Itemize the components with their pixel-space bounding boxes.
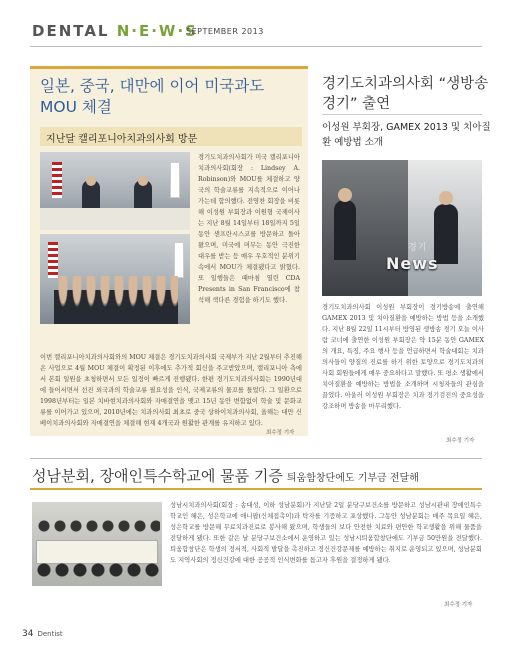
donation-group-photo: [32, 502, 162, 586]
page-footer: [22, 629, 63, 639]
article-body-text: 이번 캘리포니아치과의사회와의 MOU 체결은 경기도치과의사회 국제부가 지난 2월부터 추진해온 사업으로 4월 MOU 체결이 확정된 이후에도 추가적 회신을 주고받았으며, 캘리포니아 측에서 본회 일원을 초청하면서 모든 일정이 빠르게 진행됐다. 한편 경기도치과의사회는 1990년대에 들어서면서 선진 외국과의 학술교류 필요성을 인식, 국제교류의 물꼬를 틀었다. 그 일환으로 1998년부터는 일본 치바현치과의사회와 자매결연을 맺고 15년 동안 변함없이 학술 및 문화교류를 이어가고 있으며, 2010년에는 치과의사회 최초로 중국 상하이치과의사회, 올해는 대만 신베이치과의사회와 자매결연을 체결해 현재 4개국과 원활한 관계를 유지하고 있다.: [40, 354, 302, 427]
bottom-article-title: 성남분회, 장애인특수학교에 물품 기증 틔움함창단에도 기부금 전달해: [32, 467, 419, 485]
bottom-title-rule: [30, 488, 482, 490]
accent-bar: [30, 66, 308, 69]
article-byline: 최수정 기자: [266, 430, 295, 436]
left-article: [30, 66, 308, 436]
title-divider: [322, 114, 482, 115]
article-title: 일본, 중국, 대만에 이어 미국과도 MOU 체결: [40, 77, 265, 116]
article-side-text: 경기도치과의사회가 미국 캘리포니아치과의사회(회장 : Lindsey A. Robinson)와 MOU를 체결하고 양국의 학술교류를 지속적으로 이어나가는데 합의했다. 전영찬 회장을 비롯해 이성원 부회장과 이원형 국제이사는 지난 8월 14일부터 18일까지 5일 동안 샌프란시스코를 방문하고 돌아왔으며, 미국에 머무는 동안 극진한 대우를 받는 등 매우 우호적인 분위기 속에서 MOU가 체결됐다고 밝혔다. 또 일행들은 때마침 열린 CDA Presents in San Francisco에 참석해 색다른 경험을 하기도 했다.: [198, 154, 300, 304]
right-article-body: 경기도치과의사회 이성원 부회장이 경기방송에 출연해 GAMEX 2013 및 치아질환을 예방하는 방법 등을 소개했다. 지난 8월 22일 11시부터 방영된 생방송 경기 오늘 이사람 코너에 출연한 이성원 부회장은 약 15분 동안 GAMEX의 개요, 특징, 주요 행사 등을 언급하면서 학술대회는 치과의사들이 양질의 진료를 하기 위한 토양으로 경기도치과의사회 회원들에게 매우 중요하다고 말했다. 또 평소 생활에서 치아질환을 예방하는 방법을 소개하며 시청자들의 관심을 끌었다. 아울러 이성원 부회장은 치과 정기검진의 중요성을 강조하며 방송을 마무리했다.: [322, 304, 484, 410]
issue-date: SEPTEMBER 2013: [186, 27, 264, 36]
tv-logo-top: 경기: [408, 243, 428, 253]
brand-title: DENTAL N·E·W·S: [32, 22, 198, 40]
right-article-subtitle: 이성원 부회장, GAMEX 2013 및 치아질환 예방법 소개: [322, 122, 491, 148]
right-article-title: 경기도치과의사회 “생방송 경기” 출연: [322, 76, 489, 112]
page-header: [0, 0, 512, 50]
tv-logo: News: [386, 254, 439, 273]
header-rule: [30, 46, 482, 47]
tv-broadcast-photo: [322, 160, 482, 296]
right-article-byline: 최수정 기자: [446, 438, 475, 444]
article-subtitle: 지난달 캘리포니아치과의사회 방문: [40, 127, 302, 146]
bottom-article-body: 성남시치과의사회(회장 : 송대성, 이하 성남분회)가 지난달 2일 분당구보건소를 방문하고 성남시관내 장애인특수학교인 혜은, 성은학교에 애니팝(신체접촉이)과 탁자를 기증하고 포상했다. 그동안 성남분회는 매주 목요일 혜은, 성은학교를 방문해 무료치과진료로 봉사해 왔으며, 학생들의 보다 안전한 치료와 편안한 학교생활을 위해 물품을 전달하게 됐다. 또한 같은 날 분당구보건소에서 운영하고 있는 성남시틔움합창단에도 기부금 50만원을 전달했다. 틔움합창단은 학생의 정서적, 사회적 발달을 촉진하고 정신건강문제를 예방하는 취지로 운영되고 있으며, 성남분회도 지역사회의 정신건강에 대한 공공적 인식변화를 돕고자 후원을 결정하게 됐다.: [170, 502, 482, 564]
mou-signing-photo: [40, 152, 190, 230]
bottom-divider: [30, 458, 482, 459]
delegation-group-photo: [40, 234, 190, 324]
bottom-article-byline: 최수정 기자: [444, 602, 473, 608]
publication-name: Dentist: [37, 630, 63, 638]
page-number: 34: [22, 629, 34, 639]
